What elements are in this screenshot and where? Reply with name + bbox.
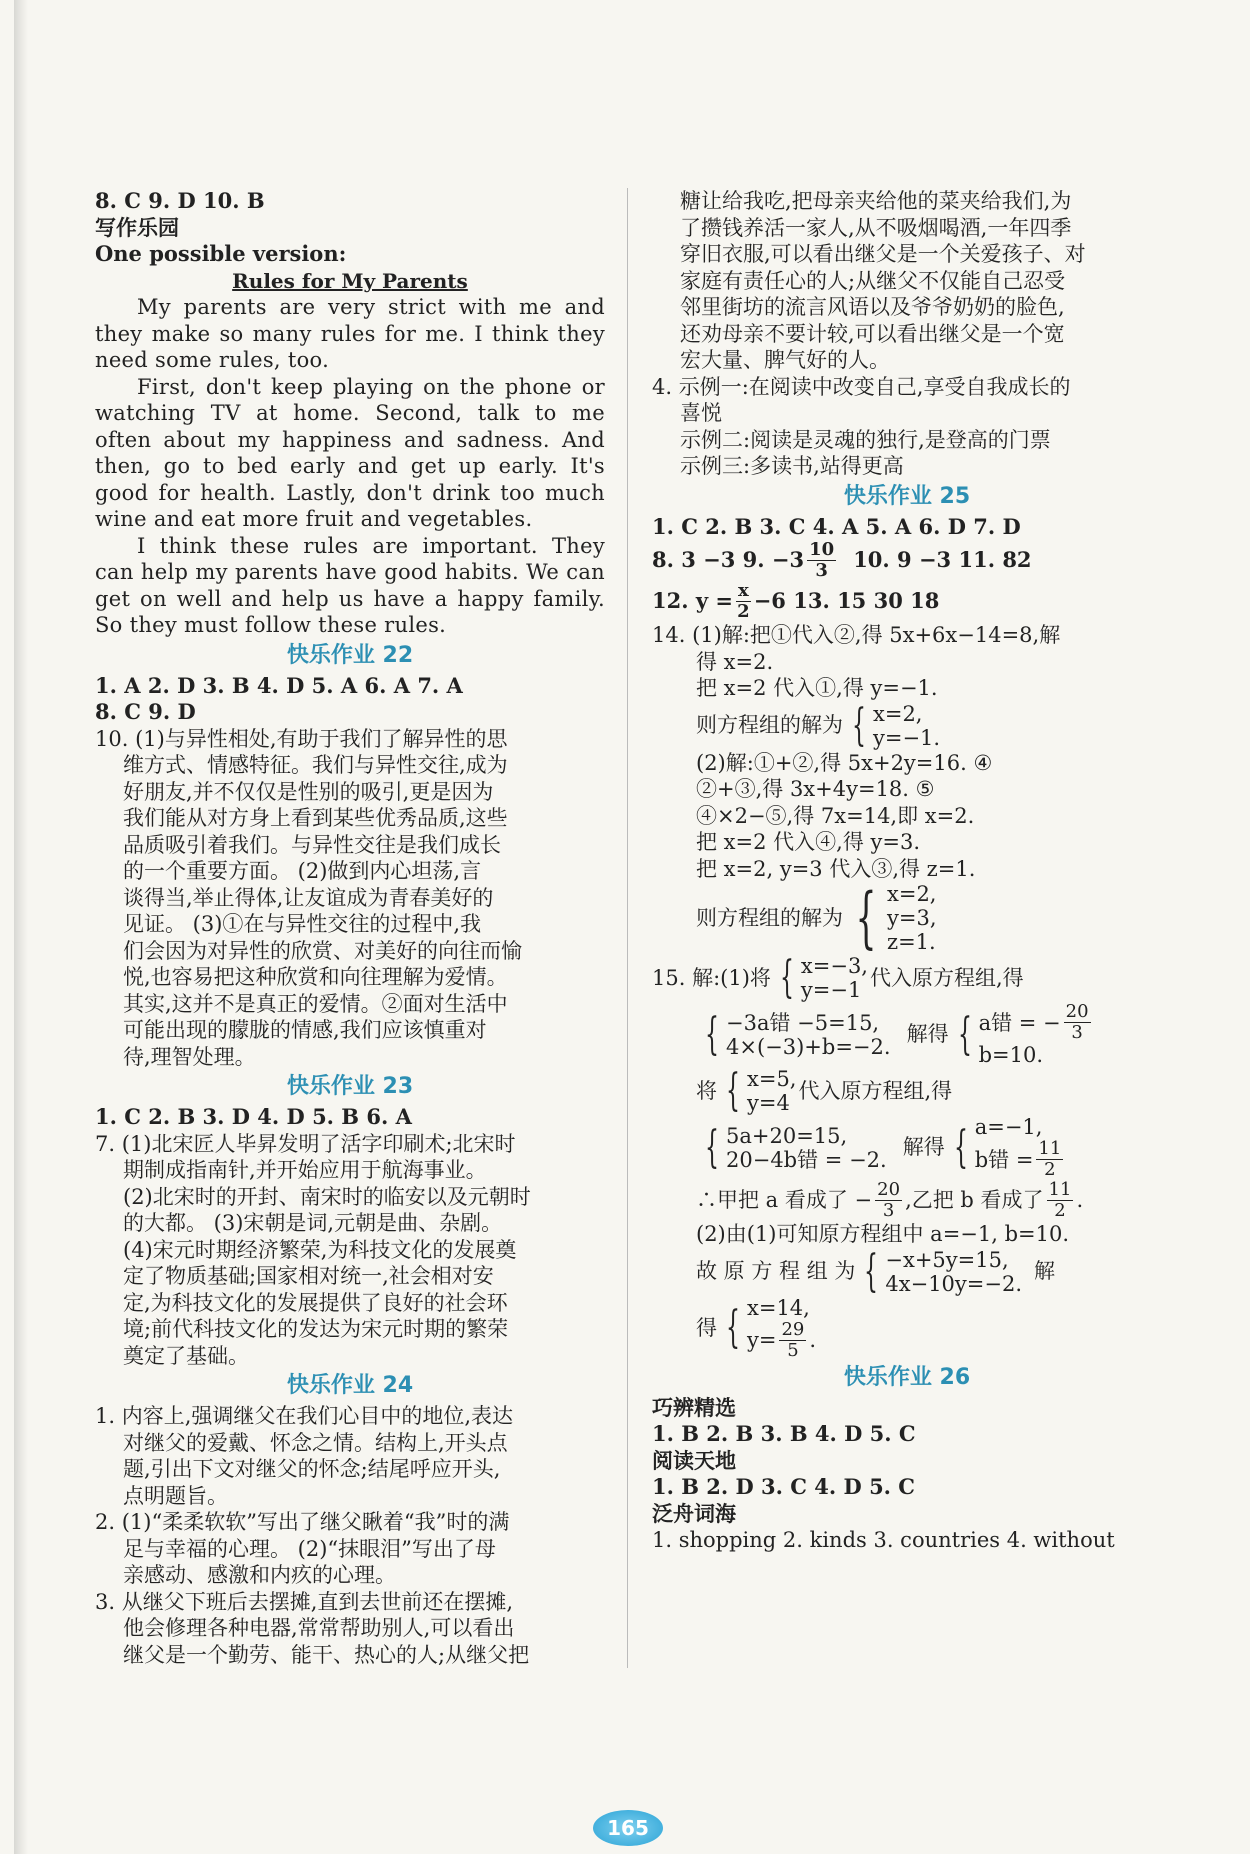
hw24-line: 继父是一个勤劳、能干、热心的人;从继父把 <box>123 1642 530 1667</box>
hw22-q10-line: 维方式、情感特征。我们与异性交往,成为 <box>123 753 508 777</box>
hw24-q4-line: 示例二:阅读是灵魂的独行,是登高的门票 <box>680 427 1051 452</box>
system-row: 5a+20=15, <box>726 1123 848 1148</box>
section-qiaobian: 巧辨精选 <box>652 1395 736 1420</box>
fraction-eleven-halves <box>1036 1139 1063 1180</box>
hw22-q10-line: 我们能从对方身上看到某些优秀品质,这些 <box>123 806 508 830</box>
q15-line-3 <box>652 1067 1162 1115</box>
hw23-q7-line: 定,为科技文化的发展提供了良好的社会环 <box>123 1290 508 1315</box>
hw24-line: 他会修理各种电器,常常帮助别人,可以看出 <box>123 1616 515 1640</box>
fraction-denominator: 2 <box>1044 1159 1056 1180</box>
equation-system <box>719 1067 796 1115</box>
left-brace-icon: { <box>726 1065 740 1116</box>
fraction-x-over-2 <box>736 581 751 622</box>
fraction-denominator: 5 <box>787 1339 799 1361</box>
hw23-q7-line: 境;前代科技文化的发达为宋元时期的繁荣 <box>123 1317 509 1341</box>
fraction-numerator: x <box>737 580 749 601</box>
system-row: 4x−10y=−2. <box>885 1271 1023 1296</box>
essay-paragraph-1: My parents are very strict with me and they make so many rules for me. I think they need some rules, too. <box>95 295 605 372</box>
q15-text: ,乙把 b 看成了 <box>905 1188 1044 1213</box>
system-row: y=3, <box>887 906 937 930</box>
fraction-twenty-thirds <box>1064 1002 1091 1043</box>
q15-text: 代入原方程组,得 <box>798 1078 953 1103</box>
hw24-q4-line: 喜悦 <box>680 401 722 425</box>
hw22-q10-line: 见证。 (3)①在与异性交往的过程中,我 <box>123 912 482 936</box>
q15-text: 解 <box>1034 1259 1056 1284</box>
left-brace-icon: { <box>957 1008 972 1060</box>
q14-solution-2 <box>652 879 1162 956</box>
system-row: x=5, <box>747 1067 797 1091</box>
hw22-q10-line: 好朋友,并不仅仅是性别的吸引,更是因为 <box>123 779 494 804</box>
hw25-heading: 快乐作业 25 <box>843 483 971 509</box>
solved-label: 解得 <box>902 1135 945 1160</box>
system-row: 4×(−3)+b=−2. <box>726 1034 891 1059</box>
fraction-denominator: 3 <box>1071 1022 1083 1043</box>
hw23-q7-line: 奠定了基础。 <box>123 1343 249 1368</box>
answers-8-10: 8. C 9. D 10. B <box>95 188 265 213</box>
section-fanzhou: 泛舟词海 <box>652 1501 736 1526</box>
hw24-q3-continued: 宏大量、脾气好的人。 <box>680 348 890 372</box>
equation-system <box>947 1115 1067 1180</box>
solution-label: 则方程组的解为 <box>696 905 843 930</box>
hw23-q7-line: (2)北宋时的开封、南宋时的临安以及元朝时 <box>123 1184 531 1209</box>
left-brace-icon: { <box>779 952 794 1003</box>
fraction-denominator: 3 <box>882 1200 895 1221</box>
q15-text: 将 <box>696 1078 717 1103</box>
hw24-q3-continued: 穿旧衣服,可以看出继父是一个关爱孩子、对 <box>680 242 1086 266</box>
hw23-answers-line1: 1. C 2. B 3. D 4. D 5. B 6. A <box>95 1104 412 1129</box>
q14-line: 14. (1)解:把①代入②,得 5x+6x−14=8,解 <box>652 623 1061 647</box>
q14-line: 得 x=2. <box>696 649 774 674</box>
hw23-heading: 快乐作业 23 <box>286 1074 414 1099</box>
system-row: a错 = − <box>978 1010 1061 1035</box>
essay-paragraph-2: First, don't keep playing on the phone or watching TV at home. Second, talk to me often about my happiness and sadness. And then, go to bed early and get up early. It's good for health. Lastly, don't drink too much wine and eat more fruit and vegetables. <box>95 374 605 531</box>
fraction-numerator: 11 <box>1048 1179 1072 1200</box>
column-divider <box>627 188 628 1668</box>
system-row: y= <box>747 1328 777 1352</box>
hw23-q7-line: (4)宋元时期经济繁荣,为科技文化的发展奠 <box>123 1237 517 1262</box>
q14-line: ④×2−⑤,得 7x=14,即 x=2. <box>696 803 975 828</box>
equation-system <box>773 954 868 1002</box>
hw22-heading: 快乐作业 22 <box>286 642 414 668</box>
hw22-q10-line: 其实,这并不是真正的爱情。②面对生活中 <box>123 991 508 1016</box>
hw22-q10-line: 谈得当,举止得体,让友谊成为青春美好的 <box>123 885 494 910</box>
fraction-ten-thirds <box>807 540 836 581</box>
hw24-line: 足与幸福的心理。 (2)“抹眼泪”写出了母 <box>123 1536 496 1561</box>
equation-system <box>845 879 937 956</box>
equation-system <box>845 699 941 751</box>
fraction-numerator: 29 <box>781 1318 805 1340</box>
hw24-line: 亲感动、感激和内疚的心理。 <box>123 1563 396 1587</box>
fraction-denominator: 2 <box>737 601 750 622</box>
hw26-heading: 快乐作业 26 <box>843 1364 971 1390</box>
hw22-q10-line: 可能出现的朦胧的情感,我们应该慎重对 <box>123 1018 487 1042</box>
hw24-line: 3. 从继父下班后去摆摊,直到去世前还在摆摊, <box>95 1589 514 1614</box>
system-row: −x+5y=15, <box>885 1247 1009 1272</box>
writing-section-label: 写作乐园 <box>95 215 179 240</box>
system-row: x=2, <box>887 882 937 906</box>
system-row: y=4 <box>747 1091 790 1115</box>
q15-text: 故 原 方 程 组 为 <box>696 1259 856 1284</box>
fraction-numerator: 20 <box>1065 1001 1089 1022</box>
equation-system <box>698 1008 891 1060</box>
q15-text: ∴甲把 a 看成了 − <box>696 1188 873 1213</box>
system-row: z=1. <box>887 930 936 954</box>
q15-line-1 <box>652 954 1162 1002</box>
left-brace-icon: { <box>852 699 866 751</box>
section-fanzhou-answers: 1. shopping 2. kinds 3. countries 4. without <box>652 1528 1115 1552</box>
hw22-q10-line: 10. (1)与异性相处,有助于我们了解异性的思 <box>95 726 508 751</box>
q14-line: 把 x=2 代入①,得 y=−1. <box>696 676 938 700</box>
hw22-q10-line: 的一个重要方面。 (2)做到内心坦荡,言 <box>123 859 482 883</box>
q15-text: 代入原方程组,得 <box>869 965 1024 990</box>
hw25-answers-line3 <box>652 581 1162 622</box>
hw23-q7-line: 定了物质基础;国家相对统一,社会相对安 <box>123 1264 494 1288</box>
system-row: b=10. <box>978 1043 1044 1067</box>
hw23-q7-line: 的大都。 (3)宋朝是词,元朝是曲、杂剧。 <box>123 1211 503 1235</box>
q15-line-2 <box>652 1002 1162 1067</box>
period: . <box>1076 1188 1084 1213</box>
q14-line: 把 x=2, y=3 代入③,得 z=1. <box>696 856 976 881</box>
system-row: −3a错 −5=15, <box>726 1010 880 1035</box>
left-brace-icon: { <box>726 1302 740 1353</box>
hw24-q3-continued: 家庭有责任心的人;从继父不仅能自己忍受 <box>680 268 1066 293</box>
solution-label: 则方程组的解为 <box>696 713 843 738</box>
equation-system <box>698 1121 887 1173</box>
q15-line-4 <box>652 1115 1162 1180</box>
system-row: a=−1, <box>974 1115 1043 1139</box>
hw22-q10-line: 品质吸引着我们。与异性交往是我们成长 <box>123 832 501 857</box>
hw24-q4-line: 4. 示例一:在阅读中改变自己,享受自我成长的 <box>652 374 1071 399</box>
fraction-numerator: 20 <box>877 1179 901 1200</box>
section-yuedu-answers: 1. B 2. D 3. C 4. D 5. C <box>652 1474 916 1499</box>
hw24-line: 2. (1)“柔柔软软”写出了继父瞅着“我”时的满 <box>95 1510 510 1534</box>
hw24-q3-continued: 糖让给我吃,把母亲夹给他的菜夹给我们,为 <box>680 189 1072 213</box>
hw25-answers-line1: 1. C 2. B 3. C 4. A 5. A 6. D 7. D <box>652 513 1021 539</box>
left-brace-icon: { <box>864 1245 879 1297</box>
hw24-q3-continued: 邻里街坊的流言风语以及爷爷奶奶的脸色, <box>680 295 1065 319</box>
essay-title: Rules for My Parents <box>232 268 468 293</box>
system-row: x=2, <box>873 701 923 726</box>
hw24-line: 题,引出下文对继父的怀念;结尾呼应开头, <box>123 1457 501 1481</box>
hw24-q4-line: 示例三:多读书,站得更高 <box>680 454 904 478</box>
equation-system <box>857 1245 1023 1297</box>
right-column <box>652 188 1162 1554</box>
q15-label: 15. 解:(1)将 <box>652 965 771 990</box>
system-row: x=−3, <box>800 954 868 978</box>
hw25-answers-8-9: 8. 3 −3 9. −3 <box>652 547 805 573</box>
hw22-q10-line: 悦,也容易把这种欣赏和向往理解为爱情。 <box>123 965 508 989</box>
system-row: y=−1 <box>800 978 862 1002</box>
page-number-badge: 165 <box>593 1810 663 1846</box>
hw24-heading: 快乐作业 24 <box>286 1373 414 1398</box>
left-brace-icon: { <box>855 879 877 956</box>
hw25-answers-line2 <box>652 540 1162 581</box>
hw24-line: 1. 内容上,强调继父在我们心目中的地位,表达 <box>95 1404 514 1428</box>
left-brace-icon: { <box>705 1121 719 1173</box>
left-column <box>95 188 605 1668</box>
q15-conclusion <box>652 1180 1162 1221</box>
fraction-twenty-thirds <box>875 1180 902 1221</box>
hw24-q3-continued: 了攒钱养活一家人,从不吸烟喝酒,一年四季 <box>680 215 1072 240</box>
q14-solution-1 <box>652 699 1162 751</box>
equation-system <box>719 1296 816 1361</box>
q14-line: ②+③,得 3x+4y=18. ⑤ <box>696 777 935 801</box>
system-row: y=−1. <box>873 725 941 750</box>
q15-line-6: (2)由(1)可知原方程组中 a=−1, b=10. <box>696 1222 1070 1246</box>
solved-label: 解得 <box>906 1022 949 1047</box>
left-brace-icon: { <box>953 1121 968 1173</box>
system-row: x=14, <box>747 1295 810 1320</box>
q15-line-8 <box>652 1296 1162 1361</box>
version-label: One possible version: <box>95 241 347 266</box>
page-edge-shadow <box>14 0 28 1854</box>
hw22-answers-line1: 1. A 2. D 3. B 4. D 5. A 6. A 7. A <box>95 672 463 698</box>
fraction-29-fifths <box>779 1320 806 1361</box>
hw25-answers-10-11: 10. 9 −3 11. 82 <box>853 547 1032 573</box>
period: . <box>809 1328 817 1352</box>
q14-line: 把 x=2 代入④,得 y=3. <box>696 830 920 854</box>
system-row: 20−4b错 = −2. <box>726 1147 887 1172</box>
hw25-q12-label: 12. y = <box>652 588 733 614</box>
fraction-denominator: 2 <box>1054 1200 1066 1221</box>
left-brace-icon: { <box>705 1008 719 1060</box>
hw24-line: 点明题旨。 <box>123 1483 228 1508</box>
fraction-eleven-halves <box>1047 1180 1074 1221</box>
equation-system <box>951 1002 1094 1067</box>
section-yuedu: 阅读天地 <box>652 1448 736 1473</box>
q15-text: 得 <box>696 1315 717 1340</box>
fraction-denominator: 3 <box>815 560 828 581</box>
q15-line-7 <box>652 1245 1162 1297</box>
hw24-line: 对继父的爱戴、怀念之情。结构上,开头点 <box>123 1430 508 1455</box>
q14-line: (2)解:①+②,得 5x+2y=16. ④ <box>696 750 993 775</box>
system-row: b错 = <box>974 1147 1034 1172</box>
hw22-q10-line: 们会因为对异性的欣赏、对美好的向往而愉 <box>123 938 522 963</box>
fraction-numerator: 11 <box>1038 1138 1062 1159</box>
hw23-q7-line: 期制成指南针,并开始应用于航海事业。 <box>123 1158 487 1182</box>
fraction-numerator: 10 <box>809 539 835 560</box>
hw22-answers-line2: 8. C 9. D <box>95 699 196 724</box>
section-qiaobian-answers: 1. B 2. B 3. B 4. D 5. C <box>652 1421 916 1446</box>
hw22-q10-line: 待,理智处理。 <box>123 1044 256 1069</box>
hw24-q3-continued: 还劝母亲不要计较,可以看出继父是一个宽 <box>680 321 1065 346</box>
hw23-q7-line: 7. (1)北宋匠人毕昇发明了活字印刷术;北宋时 <box>95 1131 516 1156</box>
essay-paragraph-3: I think these rules are important. They can help my parents have good habits. We can get on well and help us have a happy family. So they must follow these rules. <box>95 533 605 637</box>
hw25-q12-13-rest: −6 13. 15 30 18 <box>753 588 940 614</box>
